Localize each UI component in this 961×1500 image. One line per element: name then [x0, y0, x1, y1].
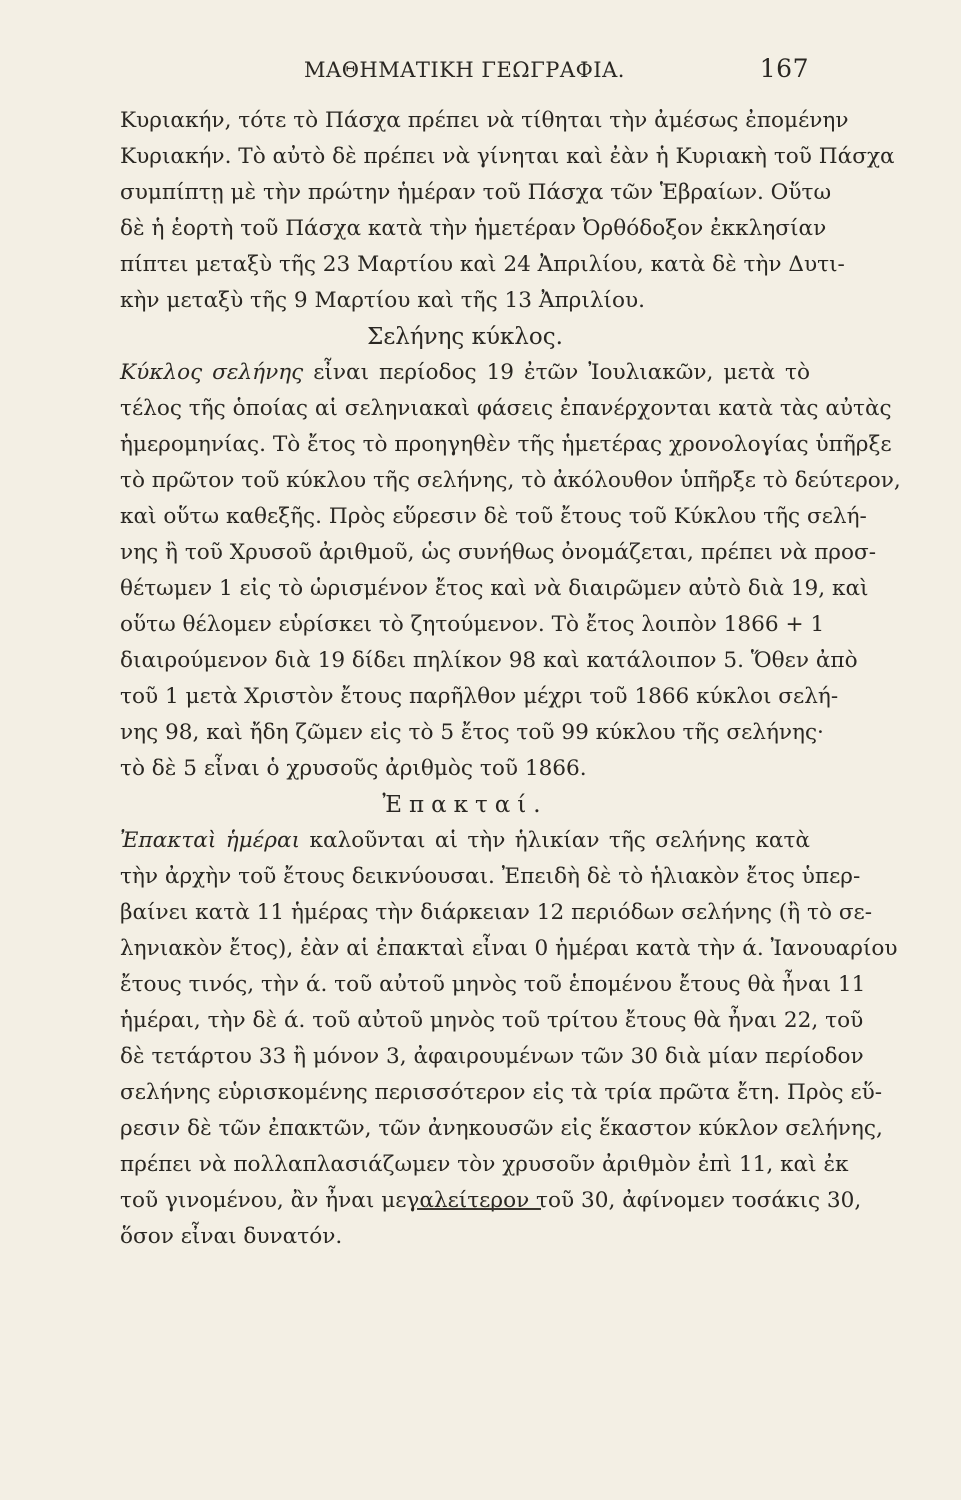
text-line: πρέπει νὰ πολλαπλασιάζωμεν τὸν χρυσοῦν ἀριθμὸν ἐπὶ 11, καὶ ἐκ [120, 1152, 849, 1177]
section-divider [417, 1208, 541, 1210]
text-line: διαιρούμενον διὰ 19 δίδει πηλίκον 98 καὶ κατάλοιπον 5. Ὅθεν ἀπὸ [120, 648, 858, 673]
text-line: κὴν μεταξὺ τῆς 9 Μαρτίου καὶ τῆς 13 Ἀπριλίου. [120, 288, 645, 313]
text-line: ἡμερομηνίας. Τὸ ἔτος τὸ προηγηθὲν τῆς ἡμετέρας χρονολογίας ὑπῆρξε [120, 432, 892, 457]
text-line: νης ἢ τοῦ Χρυσοῦ ἀριθμοῦ, ὡς συνήθως ὀνομάζεται, πρέπει νὰ προσ- [120, 540, 877, 565]
text-line: σελήνης εὑρισκομένης περισσότερον εἰς τὰ τρία πρῶτα ἔτη. Πρὸς εὕ- [120, 1080, 883, 1105]
running-header [120, 50, 809, 90]
page-number: 167 [759, 54, 809, 83]
text-line: συμπίπτῃ μὲ τὴν πρώτην ἡμέραν τοῦ Πάσχα τῶν Ἑβραίων. Οὕτω [120, 180, 832, 205]
text-line: καὶ οὕτω καθεξῆς. Πρὸς εὕρεσιν δὲ τοῦ ἔτους τοῦ Κύκλου τῆς σελή- [120, 504, 867, 529]
text-line: ὅσον εἶναι δυνατόν. [120, 1224, 343, 1249]
text-line [120, 355, 810, 391]
text-line: Κυριακήν, τότε τὸ Πάσχα πρέπει νὰ τίθηται τὴν ἀμέσως ἐπομένην [120, 108, 849, 133]
text-line: δὲ ἡ ἑορτὴ τοῦ Πάσχα κατὰ τὴν ἡμετέραν Ὀρθόδοξον ἐκκλησίαν [120, 216, 827, 241]
text-line-rest: καλοῦνται αἱ τὴν ἡλικίαν τῆς σελήνης κατὰ [300, 828, 810, 853]
text-line: ἡμέραι, τὴν δὲ ά. τοῦ αὐτοῦ μηνὸς τοῦ τρίτου ἔτους θὰ ἦναι 22, τοῦ [120, 1008, 864, 1033]
text-line: πίπτει μεταξὺ τῆς 23 Μαρτίου καὶ 24 Ἀπριλίου, κατὰ δὲ τὴν Δυτι- [120, 252, 845, 277]
page-body [120, 103, 901, 1255]
section-heading: Ἐπακταί. [382, 792, 548, 818]
text-line: νης 98, καὶ ἤδη ζῶμεν εἰς τὸ 5 ἔτος τοῦ 99 κύκλου τῆς σελήνης· [120, 720, 824, 745]
text-line: βαίνει κατὰ 11 ἡμέρας τὴν διάρκειαν 12 περιόδων σελήνης (ἢ τὸ σε- [120, 900, 873, 925]
running-title: ΜΑΘΗΜΑΤΙΚΗ ΓΕΩΓΡΑΦΙΑ. [304, 58, 625, 82]
section-heading: Σελήνης κύκλος. [367, 324, 563, 350]
text-line: ρεσιν δὲ τῶν ἐπακτῶν, τῶν ἀνηκουσῶν εἰς ἕκαστον κύκλον σελήνης, [120, 1116, 883, 1141]
text-line [120, 823, 810, 859]
text-line: ληνιακὸν ἔτος), ἐὰν αἱ ἐπακταὶ εἶναι 0 ἡμέραι κατὰ τὴν ά. Ἰανουαρίου [120, 936, 898, 961]
text-line-rest: εἶναι περίοδος 19 ἐτῶν Ἰουλιακῶν, μετὰ τὸ [303, 360, 810, 385]
text-line: τοῦ γινομένου, ἂν ἦναι μεγαλείτερον τοῦ 30, ἀφίνομεν τοσάκις 30, [120, 1188, 862, 1213]
text-line: τὴν ἀρχὴν τοῦ ἔτους δεικνύουσαι. Ἐπειδὴ δὲ τὸ ἡλιακὸν ἔτος ὑπερ- [120, 864, 861, 889]
defined-term: Κύκλος σελήνης [120, 360, 304, 385]
text-line: δὲ τετάρτου 33 ἢ μόνον 3, ἀφαιρουμένων τῶν 30 διὰ μίαν περίοδον [120, 1044, 864, 1069]
text-line: οὕτω θέλομεν εὑρίσκει τὸ ζητούμενον. Τὸ ἔτος λοιπὸν 1866 + 1 [120, 612, 825, 637]
text-line: τέλος τῆς ὁποίας αἱ σεληνιακαὶ φάσεις ἐπανέρχονται κατὰ τὰς αὐτὰς [120, 396, 892, 421]
text-line: ἔτους τινός, τὴν ά. τοῦ αὐτοῦ μηνὸς τοῦ ἑπομένου ἔτους θὰ ἦναι 11 [120, 972, 866, 997]
text-line: τοῦ 1 μετὰ Χριστὸν ἔτους παρῆλθον μέχρι τοῦ 1866 κύκλοι σελή- [120, 684, 839, 709]
text-line: Κυριακήν. Τὸ αὐτὸ δὲ πρέπει νὰ γίνηται καὶ ἐὰν ἡ Κυριακὴ τοῦ Πάσχα [120, 144, 895, 169]
text-line: τὸ δὲ 5 εἶναι ὁ χρυσοῦς ἀριθμὸς τοῦ 1866. [120, 756, 587, 781]
text-line: τὸ πρῶτον τοῦ κύκλου τῆς σελήνης, τὸ ἀκόλουθον ὑπῆρξε τὸ δεύτερον, [120, 468, 901, 493]
text-line: θέτωμεν 1 εἰς τὸ ὡρισμένον ἔτος καὶ νὰ διαιρῶμεν αὐτὸ διὰ 19, καὶ [120, 576, 869, 601]
defined-term: Ἐπακταὶ ἡμέραι [120, 828, 301, 853]
